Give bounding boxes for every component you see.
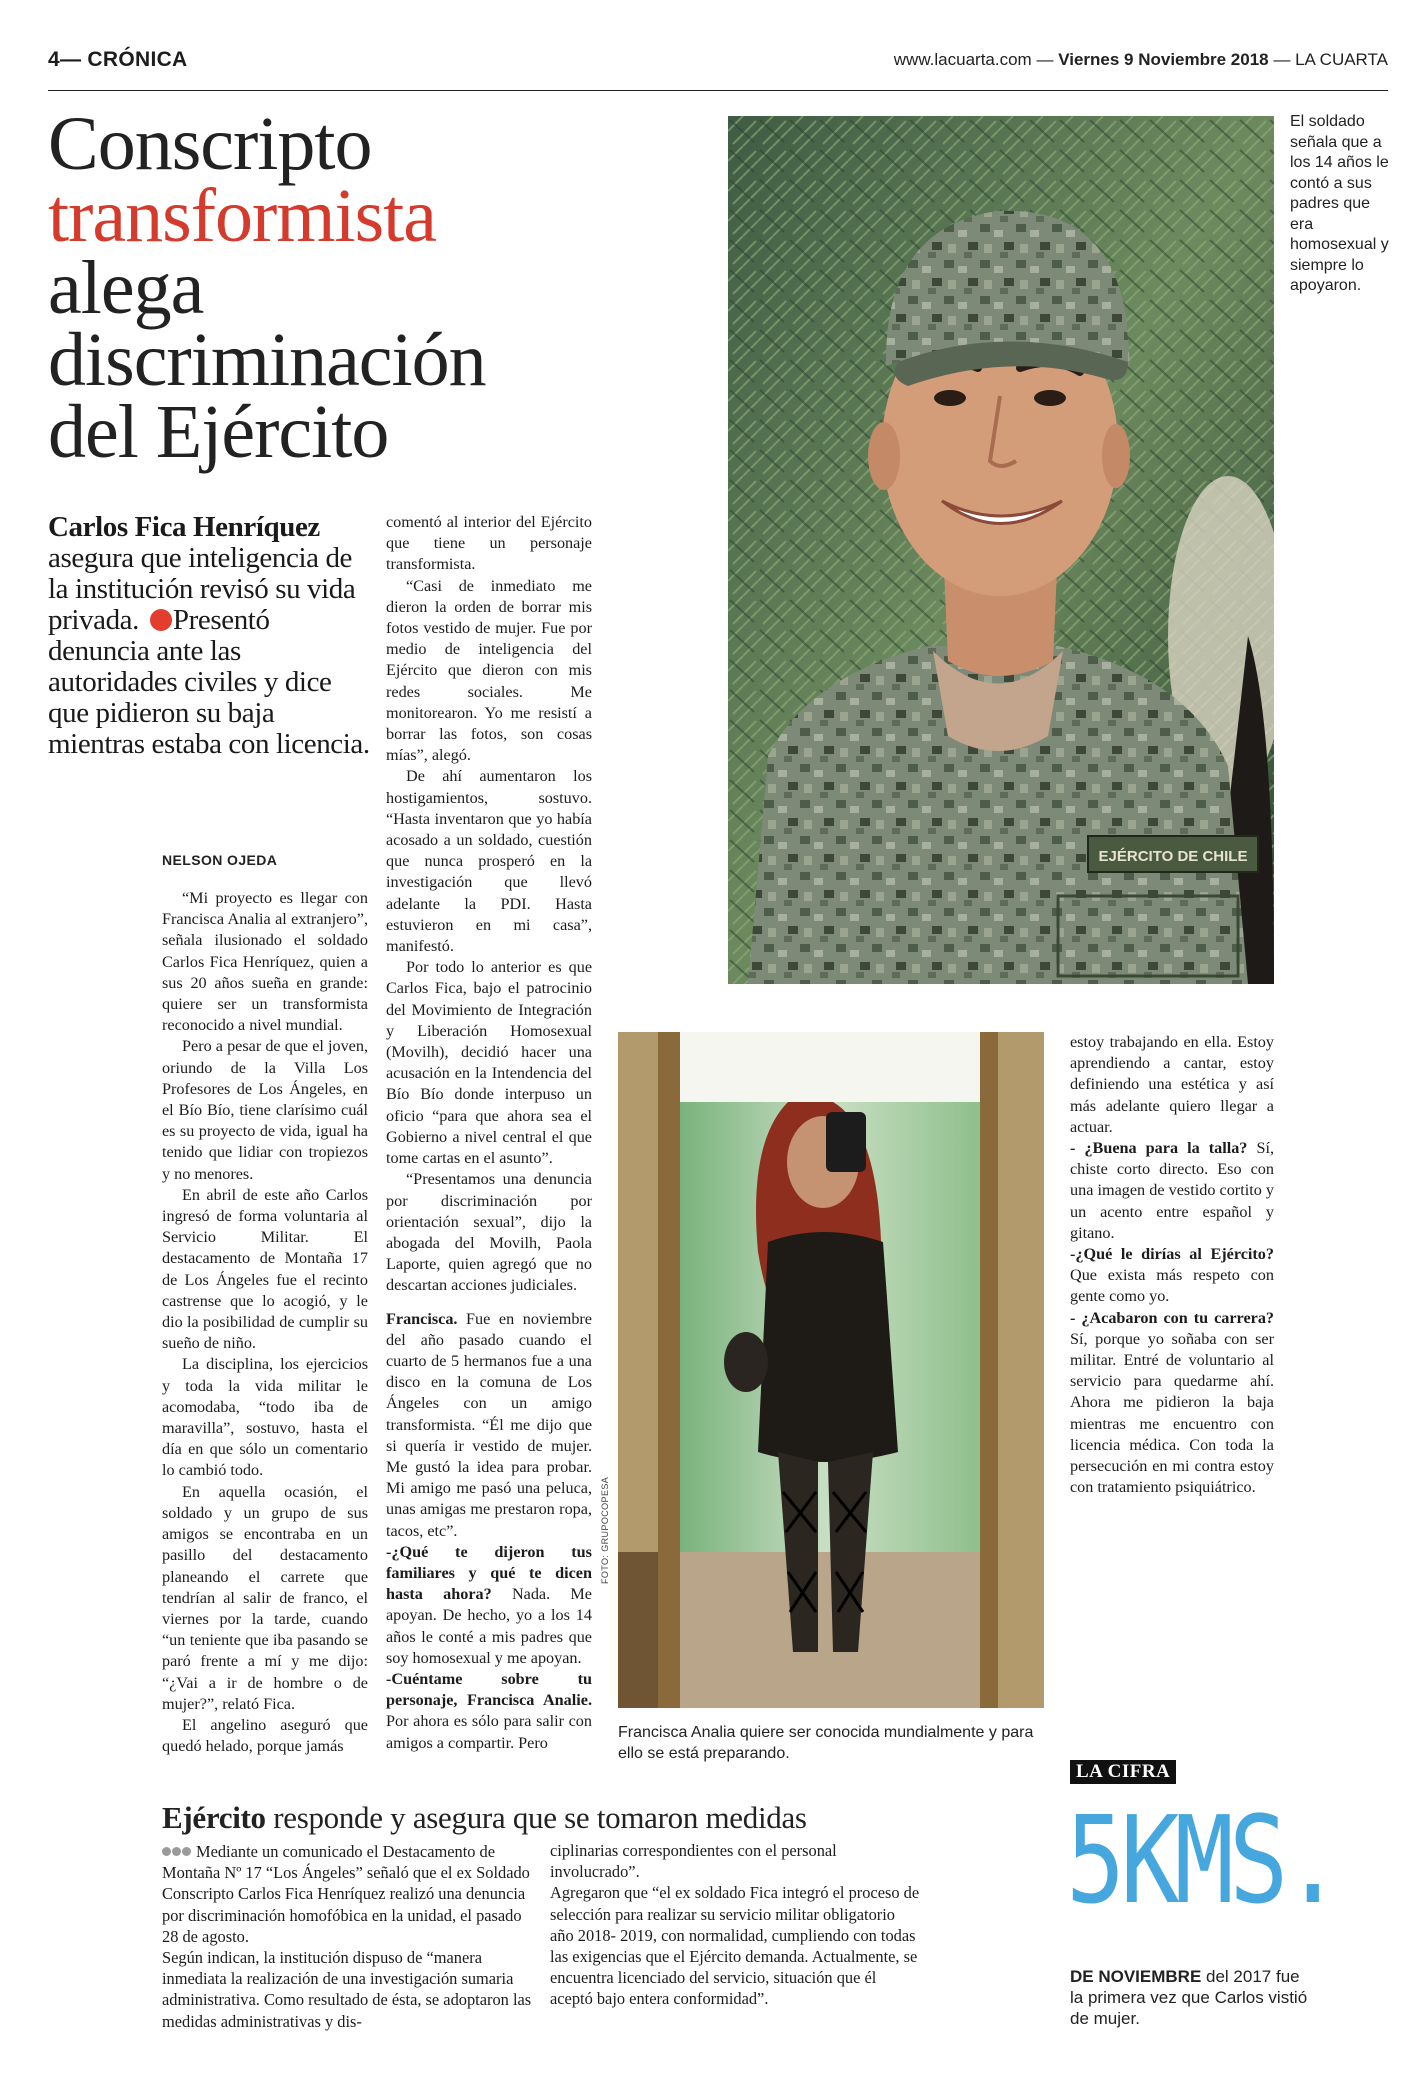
interview-question: - ¿Acabaron con tu carrera? xyxy=(1070,1308,1274,1327)
interview-question: -Cuéntame sobre tu personaje, Francisca Analie. xyxy=(386,1669,592,1710)
bullet-dot-icon xyxy=(150,609,172,631)
paragraph xyxy=(162,1840,534,1947)
paragraph xyxy=(386,1309,592,1542)
headline xyxy=(48,102,688,474)
deck-lead: Carlos Fica Henríquez xyxy=(48,511,320,543)
headline-line-3: alega xyxy=(48,246,204,330)
paragraph: Por todo lo anterior es que Carlos Fica, bajo el patrocinio del Movimiento de Integración y Liberación Homosexual (Movilh), decidió hacer una acusación en la Intendencia del Bío Bío donde interpuso un oficio “para que ahora sea el Gobierno a nivel central el que tome cartas en el asunto”. xyxy=(386,958,592,1168)
interview-answer: Que exista más respeto con gente como yo. xyxy=(1070,1266,1274,1306)
paragraph: En abril de este año Carlos ingresó de forma voluntaria al Servicio Militar. El destacamento de Montaña 17 de Los Ángeles fue el recinto castrense que lo acogió, y le dio la posibilidad de cumplir su sueño de niño. xyxy=(162,1185,368,1353)
soldier-photo-illustration xyxy=(728,116,1274,984)
interview-question: -¿Qué te dijeron tus familiares y qué te dicen hasta ahora? xyxy=(386,1542,592,1604)
paragraph: “Mi proyecto es llegar con Francisca Analia al extranjero”, señala ilusionado el soldado Carlos Fica Henríquez, quien a sus 20 años sueña en grande: quiere ser un transformista reconocido a nivel mundial. xyxy=(162,889,368,1035)
francisca-photo xyxy=(618,1032,1044,1708)
interview-answer: Sí, chiste corto directo. Eso con una imagen de vestido cortito y un acento entre español y gitano. xyxy=(1070,1139,1274,1242)
section-label: 4— CRÓNICA xyxy=(48,48,188,71)
headline-line-4: discriminación xyxy=(48,318,486,402)
sidebar-headline-text: responde y asegura que se tomaron medidas xyxy=(265,1800,807,1835)
interview-answer: Sí, porque yo soñaba con ser militar. Entré de voluntario al servicio para quedarme ahí. Ahora me pidieron la baja mientras me encuentro con licencia médica. Con toda la persecución en mi contra estoy con tratamiento psiquiátrico. xyxy=(1070,1329,1274,1497)
article-column-3 xyxy=(1070,1032,1274,1498)
francisca-photo-illustration xyxy=(618,1032,1044,1708)
cifra-description xyxy=(1070,1966,1310,2029)
website-link[interactable]: www.lacuarta.com — xyxy=(893,50,1054,69)
paragraph: Pero a pesar de que el joven, oriundo de la Villa Los Profesores de Los Ángeles, en el Bío Bío, tiene clarísimo cuál es su proyecto de vida, igual ha tenido que lidiar con tropiezos y no menores. xyxy=(162,1037,368,1183)
paragraph: “Presentamos una denuncia por discriminación por orientación sexual”, dijo la abogada del Movilh, Paola Laporte, quien agregó que no descartan acciones judiciales. xyxy=(386,1170,592,1295)
uniform-patch-text: EJÉRCITO DE CHILE xyxy=(1098,848,1248,865)
paragraph-text: Mediante un comunicado el Destacamento de Montaña Nº 17 “Los Ángeles” señaló que el ex Soldado Conscripto Carlos Fica Henríquez realizó una denuncia por discriminación homofóbica en la unidad, el pasado 28 de agosto. xyxy=(162,1842,530,1946)
sidebar-column-2 xyxy=(550,1840,920,2010)
paragraph: De ahí aumentaron los hostigamientos, sostuvo. “Hasta inventaron que yo había acosado a un soldado, cuestión que nunca prosperó en la investigación que llevó adelante la PDI. Hasta estuvieron en mi casa”, manifestó. xyxy=(386,767,592,956)
paragraph: La disciplina, los ejercicios y toda la vida militar le acomodaba, “todo iba de maravilla”, sostuvo, hasta el día en que sólo un comentario lo cambió todo. xyxy=(162,1355,368,1480)
soldier-photo xyxy=(728,116,1274,984)
paragraph: Agregaron que “el ex soldado Fica integró el proceso de selección para realizar su servicio militar obligatorio año 2018- 2019, con normalidad, cumpliendo con todas las exigencias que el Ejército demanda. Actualmente, se encuentra licenciado del servicio, situación que él aceptó bajo entera conformidad”. xyxy=(550,1883,920,2009)
interview-qa xyxy=(1070,1244,1274,1308)
photo-caption-francisca: Francisca Analia quiere ser conocida mundialmente y para ello se está preparando. xyxy=(618,1724,1034,1762)
byline: NELSON OJEDA xyxy=(162,852,278,868)
photo-credit: FOTO: GRUPOCOPESA xyxy=(600,1476,610,1584)
interview-question: - ¿Buena para la talla? xyxy=(1070,1139,1248,1158)
deck-text-2: Presentó denuncia ante las autoridades civiles y dice que pidieron su baja mientras estaba con licencia. xyxy=(48,604,370,760)
paragraph: ciplinarias correspondientes con el personal involucrado”. xyxy=(550,1841,837,1882)
interview-answer: Por ahora es sólo para salir con amigos a compartir. Pero xyxy=(386,1712,592,1752)
headline-line-5: del Ejército xyxy=(48,390,389,474)
paragraph-text: Fue en noviembre del año pasado cuando el cuarto de 5 hermanos fue a una disco en la comuna de Los Ángeles con un amigo transformista. “Él me dijo que si quería ir vestido de mujer. Me gustó la idea para probar. Mi amigo me pasó una peluca, unas amigas me prestaron ropa, tacos, etc”. xyxy=(386,1309,592,1540)
interview-qa xyxy=(1070,1138,1274,1244)
paragraph: En aquella ocasión, el soldado y un grupo de sus amigos se encontraba en un pasillo del destacamento planeando el carrete que tendrían al salir de franco, el viernes por la tarde, cuando “un teniente que iba pasando se paró frente a mí y me dijo: “¿Vai a ir de hombre o de mujer?”, relató Fica. xyxy=(162,1482,368,1713)
interview-qa xyxy=(386,1542,592,1669)
sidebar-headline-lead: Ejército xyxy=(162,1800,266,1835)
paragraph: El angelino aseguró que quedó helado, porque jamás xyxy=(162,1715,368,1756)
interview-qa xyxy=(1070,1308,1274,1499)
article-column-1 xyxy=(162,888,368,1757)
article-deck xyxy=(48,512,370,760)
header-divider xyxy=(48,90,1388,91)
publication-name: — LA CUARTA xyxy=(1273,50,1388,69)
paragraph: estoy trabajando en ella. Estoy aprendiendo a cantar, estoy definiendo una estética y así más adelante quiero llegar a actuar. xyxy=(1070,1033,1274,1136)
cifra-number: 5KMS. xyxy=(1066,1792,1338,1931)
cifra-text: del 2017 fue la primera vez que Carlos vistió de mujer. xyxy=(1070,1967,1308,2028)
photo-caption-soldier: El soldado señala que a los 14 años le contó a sus padres que era homosexual y siempre lo apoyaron. xyxy=(1290,113,1389,294)
paragraph: Según indican, la institución dispuso de “manera inmediata la realización de una investigación sumaria administrativa. Como resultado de ésta, se adoptaron las medidas administrativas y dis- xyxy=(162,1948,532,2031)
deck-text-1: asegura que inteligencia de la institución revisó su vida privada. xyxy=(48,542,356,636)
paragraph: “Casi de inmediato me dieron la orden de borrar mis fotos vestido de mujer. Fue por medio de inteligencia del Ejército que dieron con mis redes sociales. Me monitorearon. Yo me resistí a borrar las fotos, son cosas mías”, alegó. xyxy=(386,576,592,765)
bullet-dots-icon xyxy=(162,1840,192,1861)
headline-line-2: transformista xyxy=(48,174,437,258)
subhead-francisca: Francisca. xyxy=(386,1309,458,1328)
interview-qa xyxy=(386,1669,592,1754)
article-column-2 xyxy=(386,512,592,1754)
cifra-label: LA CIFRA xyxy=(1070,1760,1176,1784)
paragraph: comentó al interior del Ejército que tiene un personaje transformista. xyxy=(386,513,592,574)
header-meta xyxy=(894,50,1388,70)
sidebar-column-1 xyxy=(162,1840,534,2032)
page-header xyxy=(48,48,1388,76)
sidebar-headline xyxy=(162,1800,1042,1836)
interview-answer: Nada. Me apoyan. De hecho, yo a los 14 años le conté a mis padres que soy homosexual y me apoyan. xyxy=(386,1585,592,1667)
cifra-lead: DE NOVIEMBRE xyxy=(1070,1967,1202,1986)
interview-question: -¿Qué le dirías al Ejército? xyxy=(1070,1245,1274,1264)
headline-line-1: Conscripto xyxy=(48,102,372,186)
issue-date: Viernes 9 Noviembre 2018 xyxy=(1058,50,1269,69)
